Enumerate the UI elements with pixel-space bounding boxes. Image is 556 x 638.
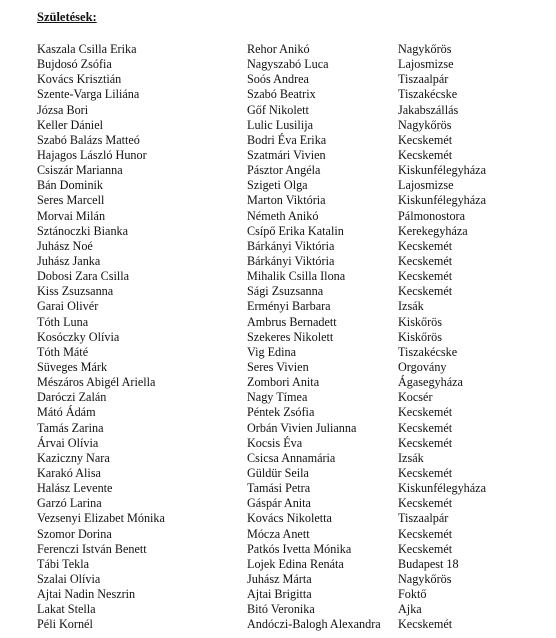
table-row <box>37 87 548 102</box>
town-name: Nagykőrös <box>398 117 452 132</box>
mother-name: Zombori Anita <box>247 375 320 390</box>
table-row <box>37 239 548 254</box>
mother-name: Bárkányi Viktória <box>247 253 335 268</box>
table-row <box>37 511 548 526</box>
mother-name: Mócza Anett <box>247 526 310 541</box>
baby-name: Dobosi Zara Csilla <box>37 269 130 284</box>
town-name: Izsák <box>398 299 424 314</box>
page-title: Születések: <box>37 10 97 24</box>
baby-name: Karakó Alisa <box>37 465 101 480</box>
town-name: Ajka <box>398 602 422 617</box>
mother-name: Sági Zsuzsanna <box>247 284 324 299</box>
baby-name: Süveges Márk <box>37 359 108 374</box>
mother-name: Nagyszabó Luca <box>247 57 329 72</box>
mother-name: Patkós Ivetta Mónika <box>247 541 352 556</box>
town-name: Kecskemét <box>398 420 453 435</box>
table-row <box>37 451 548 466</box>
town-name: Kecskemét <box>398 465 453 480</box>
table-row <box>37 360 548 375</box>
table-row <box>37 254 548 269</box>
table-row <box>37 284 548 299</box>
town-name: Tiszaalpár <box>398 72 449 87</box>
town-name: Kiskunfélegyháza <box>398 163 486 178</box>
table-row <box>37 617 548 632</box>
town-name: Kecskemét <box>398 253 453 268</box>
town-name: Kiskunfélegyháza <box>398 481 486 496</box>
table-row <box>37 436 548 451</box>
town-name: Kiskőrös <box>398 329 443 344</box>
baby-name: Halász Levente <box>37 481 113 496</box>
mother-name: Szekeres Nikolett <box>247 329 334 344</box>
table-row <box>37 527 548 542</box>
baby-name: Juhász Janka <box>37 253 101 268</box>
baby-name: Szomor Dorina <box>37 526 112 541</box>
mother-name: Szigeti Olga <box>247 178 308 193</box>
baby-name: Garzó Larina <box>37 496 102 511</box>
baby-name: Ferenczi István Benett <box>37 541 147 556</box>
town-name: Kecskemét <box>398 284 453 299</box>
mother-name: Csípő Erika Katalin <box>247 223 344 238</box>
mother-name: Gőf Nikolett <box>247 102 309 117</box>
table-row <box>37 572 548 587</box>
table-row <box>37 178 548 193</box>
mother-name: Csicsa Annamária <box>247 450 336 465</box>
baby-name: Szalai Olívia <box>37 571 101 586</box>
town-name: Kocsér <box>398 390 433 405</box>
mother-name: Gáspár Anita <box>247 496 311 511</box>
town-name: Kecskemét <box>398 147 453 162</box>
table-row <box>37 481 548 496</box>
mother-name: Bárkányi Viktória <box>247 238 335 253</box>
town-name: Lajosmizse <box>398 57 454 72</box>
mother-name: Nagy Tímea <box>247 390 308 405</box>
mother-name: Ajtai Brigitta <box>247 587 312 602</box>
mother-name: Péntek Zsófia <box>247 405 315 420</box>
baby-name: Garai Olivér <box>37 299 99 314</box>
mother-name: Güldür Seila <box>247 465 309 480</box>
mother-name: Seres Vivien <box>247 359 309 374</box>
baby-name: Csiszár Marianna <box>37 163 123 178</box>
town-name: Budapest 18 <box>398 556 459 571</box>
town-name: Kecskemét <box>398 238 453 253</box>
mother-name: Kocsis Éva <box>247 435 303 450</box>
town-name: Foktő <box>398 587 427 602</box>
table-row <box>37 466 548 481</box>
baby-name: Daróczi Zalán <box>37 390 107 405</box>
table-row <box>37 330 548 345</box>
baby-name: Kovács Krisztián <box>37 72 122 87</box>
mother-name: Vig Edina <box>247 344 297 359</box>
baby-name: Mészáros Abigél Ariella <box>37 375 156 390</box>
baby-name: Tábi Tekla <box>37 556 90 571</box>
baby-name: Morvai Milán <box>37 208 106 223</box>
baby-name: Juhász Noé <box>37 238 93 253</box>
table-row <box>37 42 548 57</box>
table-row <box>37 587 548 602</box>
mother-name: Szabó Beatrix <box>247 87 316 102</box>
mother-name: Ambrus Bernadett <box>247 314 337 329</box>
baby-name: Tóth Luna <box>37 314 89 329</box>
table-row <box>37 405 548 420</box>
town-name: Kecskemét <box>398 617 453 632</box>
baby-name: Kosóczky Olívia <box>37 329 120 344</box>
town-name: Nagykőrös <box>398 571 452 586</box>
mother-name: Rehor Anikó <box>247 42 310 56</box>
mother-name: Lulic Lusilija <box>247 117 314 132</box>
mother-name: Mihalik Csilla Ilona <box>247 269 346 284</box>
baby-name: Tamás Zarina <box>37 420 104 435</box>
town-name: Kecskemét <box>398 269 453 284</box>
mother-name: Tamási Petra <box>247 481 311 496</box>
town-name: Tiszakécske <box>398 344 458 359</box>
table-row <box>37 496 548 511</box>
table-row <box>37 163 548 178</box>
mother-name: Erményi Barbara <box>247 299 331 314</box>
town-name: Tiszakécske <box>398 87 458 102</box>
baby-name: Bán Dominik <box>37 178 104 193</box>
town-name: Kecskemét <box>398 435 453 450</box>
table-row <box>37 375 548 390</box>
town-name: Nagykőrös <box>398 42 452 56</box>
mother-name: Bodri Éva Erika <box>247 132 327 147</box>
table-row <box>37 602 548 617</box>
baby-name: Péli Kornél <box>37 617 93 632</box>
baby-name: Ajtai Nadin Neszrin <box>37 587 136 602</box>
baby-name: Józsa Bori <box>37 102 89 117</box>
town-name: Tiszaalpár <box>398 511 449 526</box>
baby-name: Szente-Varga Liliána <box>37 87 140 102</box>
town-name: Lajosmizse <box>398 178 454 193</box>
table-row <box>37 542 548 557</box>
mother-name: Bitó Veronika <box>247 602 315 617</box>
baby-name: Mátó Ádám <box>37 405 96 420</box>
mother-name: Szatmári Vivien <box>247 147 326 162</box>
table-row <box>37 421 548 436</box>
town-name: Kecskemét <box>398 496 453 511</box>
table-row <box>37 118 548 133</box>
baby-name: Tóth Máté <box>37 344 89 359</box>
baby-name: Seres Marcell <box>37 193 105 208</box>
table-row <box>37 209 548 224</box>
table-row <box>37 345 548 360</box>
baby-name: Lakat Stella <box>37 602 96 617</box>
town-name: Kecskemét <box>398 526 453 541</box>
mother-name: Orbán Vivien Julianna <box>247 420 357 435</box>
table-row <box>37 224 548 239</box>
births-table <box>37 42 548 632</box>
baby-name: Sztánoczki Bianka <box>37 223 129 238</box>
mother-name: Kovács Nikoletta <box>247 511 332 526</box>
table-row <box>37 103 548 118</box>
mother-name: Lojek Edina Renáta <box>247 556 344 571</box>
town-name: Jakabszállás <box>398 102 459 117</box>
table-row <box>37 315 548 330</box>
baby-name: Szabó Balázs Matteó <box>37 132 140 147</box>
baby-name: Bujdosó Zsófia <box>37 57 112 72</box>
table-row <box>37 193 548 208</box>
town-name: Kiskunfélegyháza <box>398 193 486 208</box>
town-name: Ágasegyháza <box>398 375 463 390</box>
town-name: Kecskemét <box>398 405 453 420</box>
mother-name: Soós Andrea <box>247 72 309 87</box>
baby-name: Vezsenyi Elizabet Mónika <box>37 511 165 526</box>
town-name: Kecskemét <box>398 541 453 556</box>
town-name: Kiskőrös <box>398 314 443 329</box>
table-row <box>37 72 548 87</box>
town-name: Kerekegyháza <box>398 223 468 238</box>
town-name: Izsák <box>398 450 424 465</box>
town-name: Pálmonostora <box>398 208 466 223</box>
mother-name: Juhász Márta <box>247 571 312 586</box>
table-row <box>37 57 548 72</box>
table-row <box>37 269 548 284</box>
baby-name: Kaziczny Nara <box>37 450 110 465</box>
table-row <box>37 133 548 148</box>
table-row <box>37 390 548 405</box>
baby-name: Kiss Zsuzsanna <box>37 284 114 299</box>
table-row <box>37 557 548 572</box>
table-row <box>37 299 548 314</box>
baby-name: Kaszala Csilla Erika <box>37 42 137 56</box>
mother-name: Németh Anikó <box>247 208 319 223</box>
table-row <box>37 148 548 163</box>
baby-name: Keller Dániel <box>37 117 103 132</box>
mother-name: Andóczi-Balogh Alexandra <box>247 617 381 632</box>
mother-name: Marton Viktória <box>247 193 326 208</box>
baby-name: Hajagos László Hunor <box>37 147 147 162</box>
baby-name: Árvai Olívia <box>37 435 99 450</box>
mother-name: Pásztor Angéla <box>247 163 321 178</box>
town-name: Orgovány <box>398 359 447 374</box>
town-name: Kecskemét <box>398 132 453 147</box>
